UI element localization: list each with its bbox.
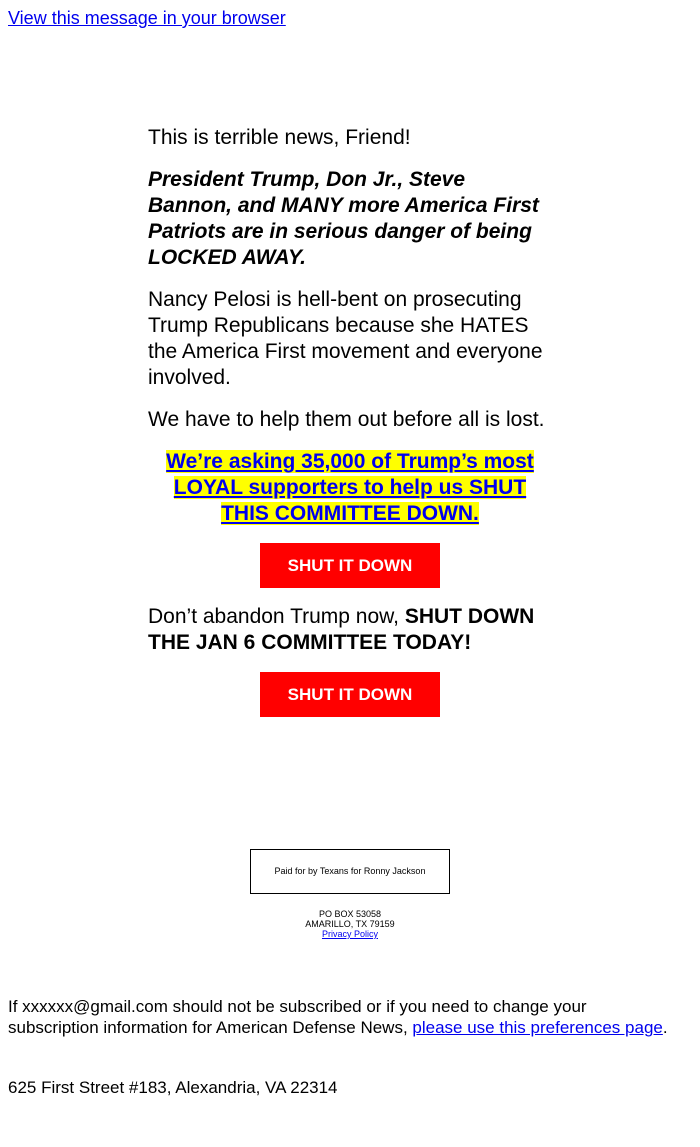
body-paragraph-1: Nancy Pelosi is hell-bent on prosecuting Trump Republicans because she HATES the America First movement and everyone involved. <box>148 288 543 389</box>
email-body <box>148 125 552 733</box>
button-wrap-1 <box>148 543 552 588</box>
paid-for-box: Paid for by Texans for Ronny Jackson <box>250 849 450 894</box>
subscription-text: If xxxxxx@gmail.com should not be subscribed or if you need to change your subscription information for American Defense News, <box>8 997 587 1037</box>
view-in-browser-link[interactable]: View this message in your browser <box>8 8 286 28</box>
cta-paragraph <box>148 449 552 527</box>
closing-paragraph <box>148 604 552 656</box>
greeting-text: This is terrible news, Friend! <box>148 126 411 149</box>
closing-bold-text: SHUT DOWN THE JAN 6 COMMITTEE TODAY! <box>148 605 535 654</box>
subscription-text-end: . <box>662 1018 668 1037</box>
privacy-policy-link[interactable]: Privacy Policy <box>321 929 378 939</box>
mailing-address <box>250 909 450 939</box>
preferences-link[interactable]: please use this preferences page <box>412 1018 663 1037</box>
shut-it-down-button-2[interactable]: SHUT IT DOWN <box>260 672 440 717</box>
button-wrap-2 <box>148 672 552 717</box>
shut-it-down-button-1[interactable]: SHUT IT DOWN <box>260 543 440 588</box>
postal-address: 625 First Street #183, Alexandria, VA 22314 <box>8 1078 338 1097</box>
body-paragraph-2: We have to help them out before all is lost. <box>148 408 545 431</box>
cta-link[interactable]: We’re asking 35,000 of Trump’s most LOYAL supporters to help us SHUT THIS COMMITTEE DOWN. <box>166 450 534 525</box>
city-line: AMARILLO, TX 79159 <box>305 919 395 929</box>
subscription-notice <box>8 996 678 1038</box>
warning-text: President Trump, Don Jr., Steve Bannon, and MANY more America First Patriots are in serious danger of being LOCKED AWAY. <box>148 168 539 269</box>
po-box-line: PO BOX 53058 <box>318 909 382 919</box>
closing-plain-text: Don’t abandon Trump now, <box>148 605 405 628</box>
